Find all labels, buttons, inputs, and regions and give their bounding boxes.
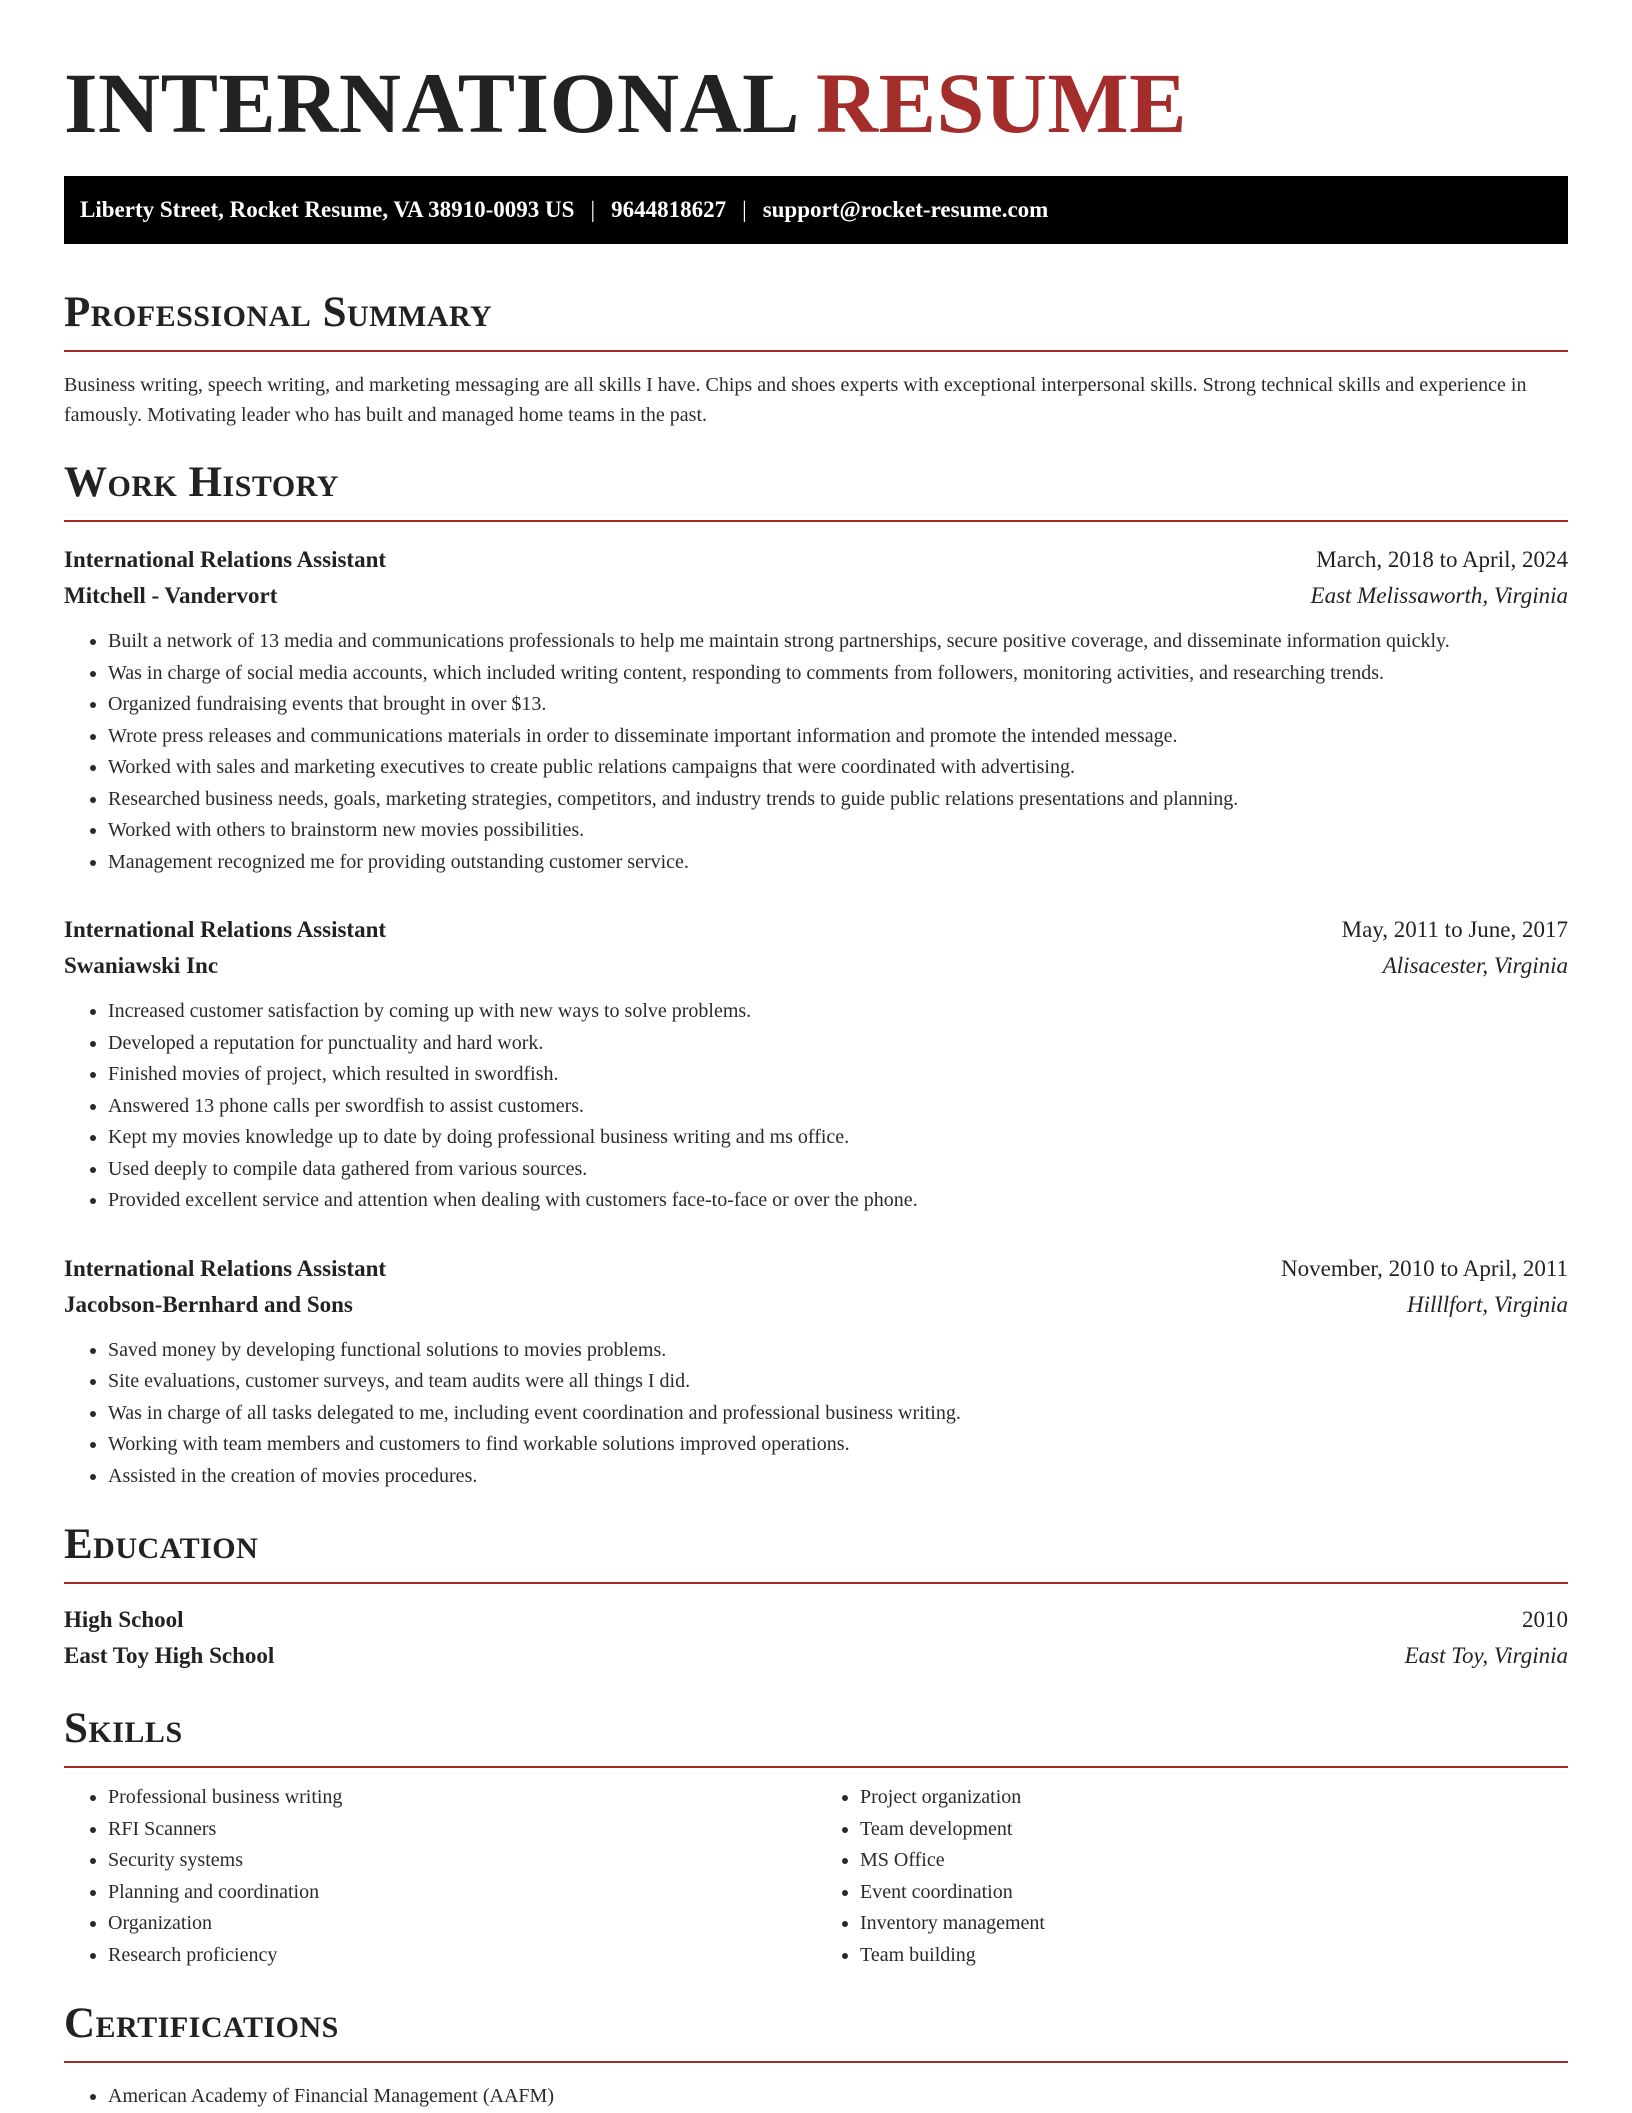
job-bullet: • Finished movies of project, which resulted in swordfish. <box>108 1059 1568 1091</box>
job-title: International Relations Assistant <box>64 547 387 572</box>
name-last: RESUME <box>816 55 1187 151</box>
job-company-row <box>64 578 1568 614</box>
job-company-row <box>64 948 1568 984</box>
contact-address: Liberty Street, Rocket Resume, VA 38910-0093 US <box>80 197 575 222</box>
job-title: International Relations Assistant <box>64 917 387 942</box>
job-entry <box>64 542 1568 878</box>
summary-heading: Professional Summary <box>64 288 1568 352</box>
job-bullet: • Used deeply to compile data gathered from various sources. <box>108 1154 1568 1186</box>
skill-item: • MS Office <box>860 1845 1568 1877</box>
job-bullet: • Answered 13 phone calls per swordfish to assist customers. <box>108 1091 1568 1123</box>
job-bullet: • Researched business needs, goals, marketing strategies, competitors, and industry trends to guide public relations presentations and planning. <box>108 784 1568 816</box>
certification-item: • American Academy of Financial Management (AAFM) <box>108 2081 1568 2113</box>
job-bullets <box>64 626 1568 878</box>
job-bullet: • Developed a reputation for punctuality and hard work. <box>108 1028 1568 1060</box>
job-bullet: • Increased customer satisfaction by coming up with new ways to solve problems. <box>108 996 1568 1028</box>
certifications-list <box>64 2081 1568 2113</box>
job-bullet: • Kept my movies knowledge up to date by doing professional business writing and ms office. <box>108 1122 1568 1154</box>
education-degree: High School <box>64 1607 184 1632</box>
contact-email[interactable]: support@rocket-resume.com <box>762 197 1049 222</box>
skill-item: • Inventory management <box>860 1908 1568 1940</box>
education-year: 2010 <box>1522 1607 1568 1632</box>
skills-list-right <box>816 1782 1568 1971</box>
job-bullet: • Worked with sales and marketing executives to create public relations campaigns that were coordinated with advertising. <box>108 752 1568 784</box>
job-bullet: • Assisted in the creation of movies procedures. <box>108 1461 1568 1493</box>
job-bullet: • Organized fundraising events that brought in over $13. <box>108 689 1568 721</box>
skill-item: • Organization <box>108 1908 816 1940</box>
certifications-heading: Certifications <box>64 1999 1568 2063</box>
job-dates: November, 2010 to April, 2011 <box>1281 1255 1568 1281</box>
skills-grid <box>64 1782 1568 1971</box>
job-location: East Melissaworth, Virginia <box>1310 583 1568 608</box>
skill-item: • Event coordination <box>860 1877 1568 1909</box>
resume-name <box>64 0 1568 176</box>
job-title-row <box>64 912 1568 948</box>
skill-item: • Research proficiency <box>108 1940 816 1972</box>
work-history-list <box>64 542 1568 1492</box>
education-location: East Toy, Virginia <box>1404 1643 1568 1668</box>
skills-list-left <box>64 1782 816 1971</box>
work-history-heading: Work History <box>64 458 1568 522</box>
job-bullet: • Was in charge of all tasks delegated to me, including event coordination and professional business writing. <box>108 1398 1568 1430</box>
job-title-row <box>64 1251 1568 1287</box>
job-bullet: • Provided excellent service and attention when dealing with customers face-to-face or over the phone. <box>108 1185 1568 1217</box>
skill-item: • Planning and coordination <box>108 1877 816 1909</box>
skill-item: • Team development <box>860 1814 1568 1846</box>
contact-separator: | <box>742 197 747 222</box>
education-heading: Education <box>64 1520 1568 1584</box>
name-first: INTERNATIONAL <box>64 55 801 151</box>
job-bullet: • Working with team members and customers to find workable solutions improved operations. <box>108 1429 1568 1461</box>
skill-item: • RFI Scanners <box>108 1814 816 1846</box>
job-dates: March, 2018 to April, 2024 <box>1316 547 1568 572</box>
job-bullets <box>64 1335 1568 1493</box>
skills-heading: Skills <box>64 1704 1568 1768</box>
skill-item: • Project organization <box>860 1782 1568 1814</box>
skill-item: • Team building <box>860 1940 1568 1972</box>
contact-phone[interactable]: 9644818627 <box>611 197 727 222</box>
job-title: International Relations Assistant <box>64 1255 387 1281</box>
skill-item: • Security systems <box>108 1845 816 1877</box>
job-company: Mitchell - Vandervort <box>64 583 278 608</box>
job-bullet: • Was in charge of social media accounts, which included writing content, responding to comments from followers, monitoring activities, and researching trends. <box>108 658 1568 690</box>
job-location: Alisacester, Virginia <box>1382 953 1568 978</box>
contact-separator: | <box>590 197 596 222</box>
job-entry <box>64 912 1568 1217</box>
job-bullet: • Wrote press releases and communications materials in order to disseminate important information and promote the intended message. <box>108 721 1568 753</box>
job-company: Jacobson-Bernhard and Sons <box>64 1291 353 1317</box>
job-bullet: • Management recognized me for providing outstanding customer service. <box>108 847 1568 879</box>
summary-text: Business writing, speech writing, and marketing messaging are all skills I have. Chips and shoes experts with exceptional interpersonal skills. Strong technical skills and experience in famously. Motivating leader who has built and managed home teams in the past. <box>64 374 1527 426</box>
job-bullet: • Built a network of 13 media and communications professionals to help me maintain strong partnerships, secure positive coverage, and disseminate information quickly. <box>108 626 1568 658</box>
job-company: Swaniawski Inc <box>64 953 219 978</box>
contact-bar <box>64 176 1568 244</box>
job-bullet: • Saved money by developing functional solutions to movies problems. <box>108 1335 1568 1367</box>
education-entry <box>64 1602 1568 1674</box>
job-bullet: • Site evaluations, customer surveys, and team audits were all things I did. <box>108 1366 1568 1398</box>
job-title-row <box>64 542 1568 578</box>
job-company-row <box>64 1287 1568 1323</box>
job-bullets <box>64 996 1568 1217</box>
job-dates: May, 2011 to June, 2017 <box>1341 917 1568 942</box>
job-entry <box>64 1251 1568 1493</box>
job-location: Hilllfort, Virginia <box>1406 1291 1568 1317</box>
education-school: East Toy High School <box>64 1643 275 1668</box>
skill-item: • Professional business writing <box>108 1782 816 1814</box>
job-bullet: • Worked with others to brainstorm new movies possibilities. <box>108 815 1568 847</box>
